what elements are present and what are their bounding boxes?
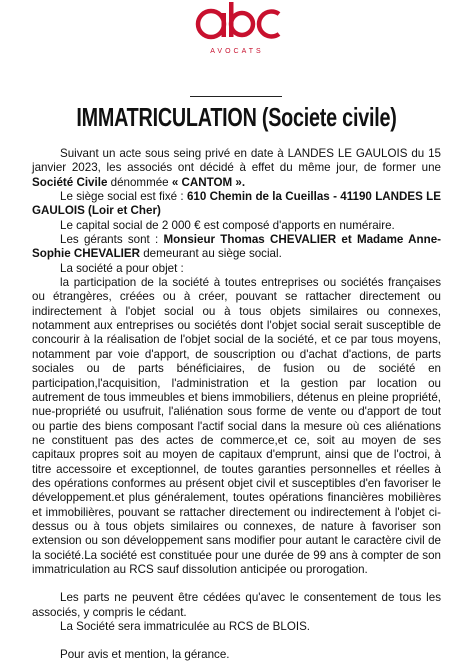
spacer	[32, 577, 441, 591]
paragraph-capital: Le capital social de 2 000 € est composé d'apports en numéraire.	[60, 218, 395, 232]
registered-office-address: 610 Chemin de la Cueillas - 41190 LANDES LE GAULOIS (Loir et Cher)	[32, 190, 441, 218]
company-name: « CANTOM ».	[171, 175, 246, 189]
paragraph-formation	[32, 147, 441, 190]
text-segment: demeurant au siège social.	[140, 247, 282, 261]
text-segment: Suivant un acte sous seing privé en date à LANDES LE GAULOIS du 15 janvier 2023, les associés ont décidé à effet du même jour, de former une	[32, 147, 441, 175]
logo-subtitle: AVOCATS	[210, 48, 264, 55]
paragraph-shares: Les parts ne peuvent être cédées qu'avec le consentement de tous les associés, y compris le cédant.	[32, 591, 441, 619]
notice-title: IMMATRICULATION (Societe civile)	[76, 102, 397, 132]
spacer	[32, 634, 441, 648]
abc-avocats-logo	[187, 0, 287, 62]
title-divider	[190, 96, 282, 97]
notice-body	[32, 147, 441, 663]
managers-names: Monsieur Thomas CHEVALIER et Madame Anne-Sophie CHEVALIER	[32, 233, 441, 261]
text-segment: Les gérants sont :	[60, 233, 164, 247]
text-segment: Le siège social est fixé :	[60, 190, 187, 204]
paragraph-registration: La Société sera immatriculée au RCS de BLOIS.	[60, 620, 311, 633]
paragraph-managers	[32, 233, 441, 262]
paragraph-signature: Pour avis et mention, la gérance.	[60, 648, 230, 662]
abc-logo-icon	[187, 0, 287, 48]
paragraph-registered-office	[32, 190, 441, 219]
paragraph-purpose: la participation de la société à toutes entreprises ou sociétés françaises ou étrangères, créées ou à créer, pouvant se rattacher directement ou indirectement à l'objet social ou à tous objets similaires ou connexes, notamment aux entreprises ou sociétés dont l'objet social serait susceptible de concourir à la réalisation de l'objet social de la société, et ce par tous moyens, notamment par voie d'apport, de souscription ou d'achat d'actions, de parts sociales ou de parts bénéficiaires, de fusion ou de société en participation,l'acquisition, l'administration et la gestion par location ou autrement de tous immeubles et biens immobiliers, détenus en pleine propriété, nue-propriété ou usufruit, l'aliénation sous forme de vente ou d'apport de tout ou partie des biens composant l'actif social dans la mesure où ces aliénations ne constituent pas des actes de commerce,et ce, soit au moyen de ses capitaux propres soit au moyen de capitaux d'emprunt, ainsi que de l'octroi, à titre accessoire et exceptionnel, de toutes garanties personnelles et réelles à des opérations conformes au présent objet civil et susceptibles d'en favoriser le développement.et plus généralement, toutes opérations financières mobilières et immobilières, pouvant se rattacher directement ou indirectement à l'objet ci-dessus ou à tous objets similaires ou connexes, de nature à favoriser son extension ou son développement sans modifier pour autant le caractère civil de la société.La société est constituée pour une durée de 99 ans à compter de son immatriculation au RCS sauf dissolution anticipée ou prorogation.	[32, 276, 441, 576]
paragraph-purpose-heading: La société a pour objet :	[60, 261, 184, 275]
company-type: Société Civile	[32, 175, 108, 189]
text-segment: dénommée	[107, 175, 172, 189]
